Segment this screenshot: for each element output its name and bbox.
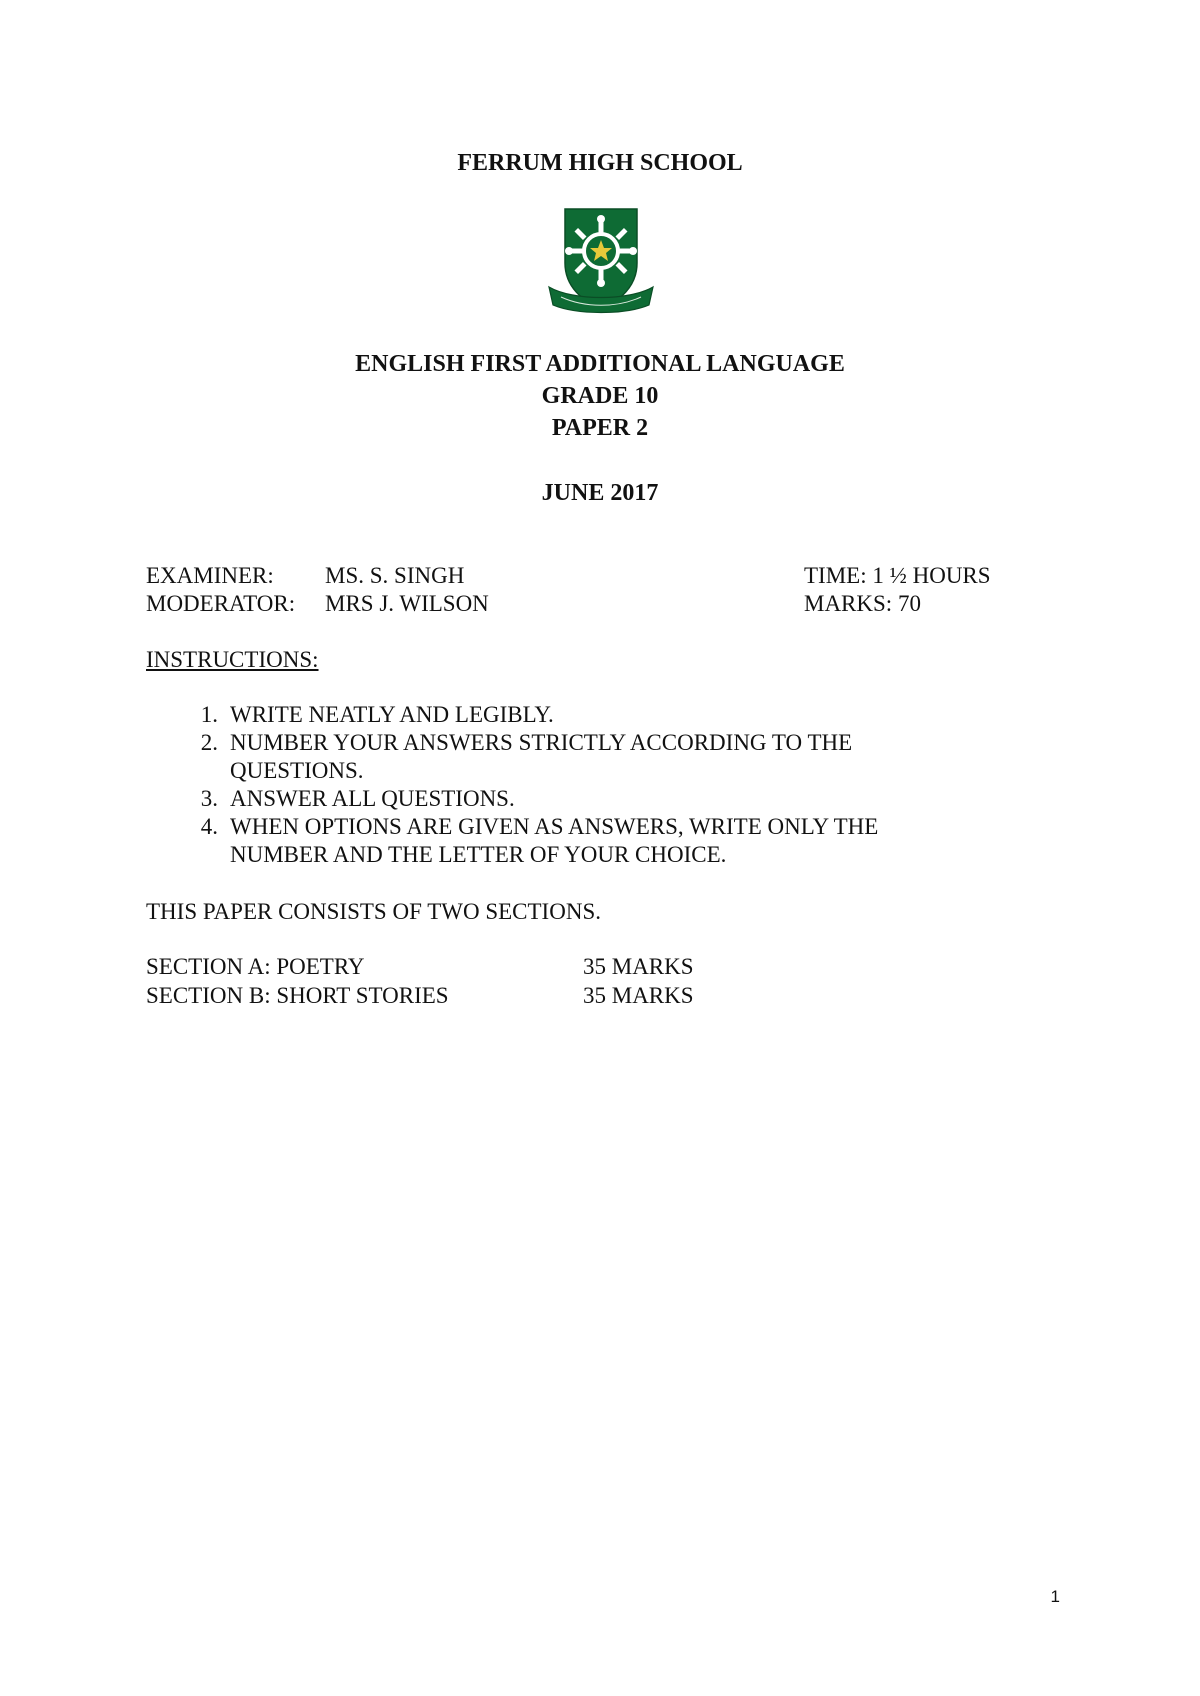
instruction-number: 2. [200,730,218,755]
school-name: FERRUM HIGH SCHOOL [457,150,743,176]
page-number: 1 [1050,1587,1060,1606]
exam-session: JUNE 2017 [541,480,659,506]
moderator-name: MRS J. WILSON [325,591,489,616]
instruction-number: 4. [200,814,218,839]
instruction-number: 3. [200,786,218,811]
instruction-text: NUMBER YOUR ANSWERS STRICTLY ACCORDING TO THE [230,730,853,755]
instruction-text: QUESTIONS. [230,758,364,783]
time-allowed: TIME: 1 ½ HOURS [804,563,991,588]
instructions-list [146,701,1046,869]
instruction-text: WHEN OPTIONS ARE GIVEN AS ANSWERS, WRITE ONLY THE [230,814,879,839]
instruction-text: WRITE NEATLY AND LEGIBLY. [230,702,554,727]
grade-label: GRADE 10 [541,383,659,409]
school-crest-logo [545,205,657,320]
section-b-name: SECTION B: SHORT STORIES [146,983,449,1008]
examiner-label: EXAMINER: [146,563,274,588]
instruction-item [146,813,1046,841]
section-a-marks: 35 MARKS [583,954,694,979]
examiner-name: MS. S. SINGH [325,563,465,588]
section-a-name: SECTION A: POETRY [146,954,365,979]
instruction-item-continued [146,757,1046,785]
moderator-label: MODERATOR: [146,591,296,616]
instruction-text: ANSWER ALL QUESTIONS. [230,786,515,811]
sections-intro: THIS PAPER CONSISTS OF TWO SECTIONS. [146,899,601,924]
total-marks: MARKS: 70 [804,591,921,616]
section-b-marks: 35 MARKS [583,983,694,1008]
instruction-item [146,729,1046,757]
instruction-item [146,701,1046,729]
instruction-item-continued [146,841,1046,869]
subject-title: ENGLISH FIRST ADDITIONAL LANGUAGE [355,351,845,377]
paper-label: PAPER 2 [551,415,649,441]
instruction-text: NUMBER AND THE LETTER OF YOUR CHOICE. [230,842,727,867]
instructions-heading: INSTRUCTIONS: [146,647,319,672]
instruction-item [146,785,1046,813]
instruction-number: 1. [200,702,218,727]
